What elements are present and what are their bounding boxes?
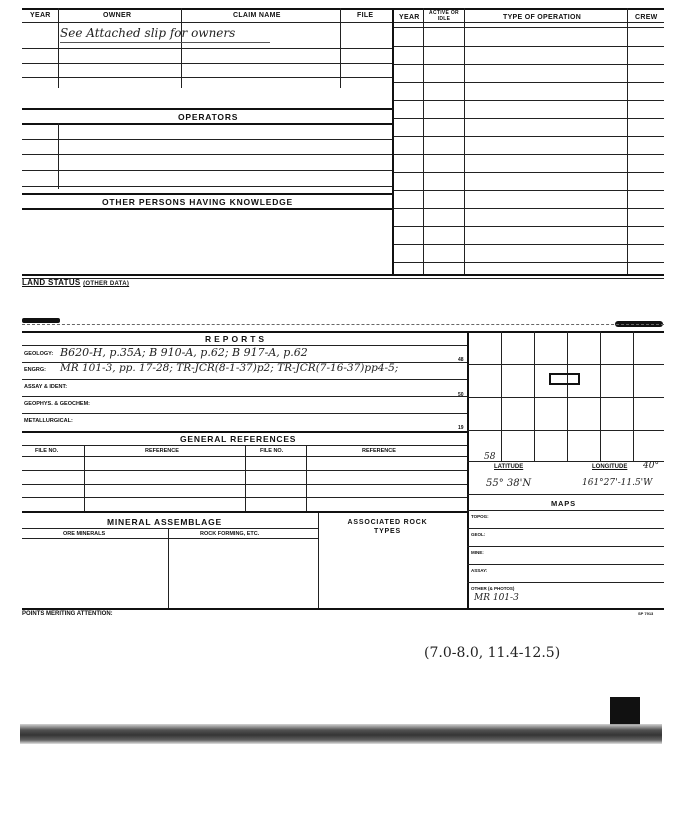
other-photos-value: MR 101-3	[474, 593, 519, 603]
longitude-value: 161°27'-11.5'W	[582, 478, 653, 488]
ref-file-no-header-2: FILE NO.	[260, 448, 284, 454]
row-number-50: 50	[458, 392, 464, 398]
location-marker	[549, 373, 580, 385]
other-photos-label: OTHER (& PHOTOS)	[471, 586, 515, 591]
scan-artifact-band	[20, 724, 662, 744]
ref-reference-header-2: REFERENCE	[362, 448, 396, 454]
engrg-value: MR 101-3, pp. 17-28; TR-JCR(8-1-37)p2; TR-JCR(7-16-37)pp4-5;	[60, 362, 399, 374]
ref-file-no-header: FILE NO.	[35, 448, 59, 454]
coordinates-note: (7.0-8.0, 11.4-12.5)	[424, 645, 561, 661]
col-header-crew: CREW	[635, 14, 658, 21]
longitude-note: 40°	[643, 461, 659, 471]
geol-label: GEOL:	[471, 532, 486, 537]
associated-rock-types-header: ASSOCIATED ROCK TYPES	[347, 519, 428, 535]
latitude-value: 55° 38'N	[486, 478, 532, 489]
col-header-claim-name: CLAIM NAME	[233, 12, 281, 19]
geology-label: GEOLOGY:	[24, 351, 54, 357]
points-meriting-attention: POINTS MERITING ATTENTION:	[22, 611, 113, 617]
rock-forming-header: ROCK FORMING, ETC.	[200, 531, 260, 537]
land-status-title	[22, 278, 129, 287]
form-number: SP 7913	[638, 611, 654, 616]
ore-minerals-header: ORE MINERALS	[63, 531, 106, 537]
assay-label: ASSAY:	[471, 568, 488, 573]
maps-title: MAPS	[551, 499, 576, 508]
latitude-label: LATITUDE	[494, 464, 524, 470]
row-number-19: 19	[458, 425, 464, 431]
col-header-year-2: YEAR	[399, 14, 420, 21]
general-references-title: GENERAL REFERENCES	[180, 434, 297, 444]
assay-ident-label: ASSAY & IDENT:	[24, 384, 68, 390]
mine-label: MINE:	[471, 550, 484, 555]
other-persons-title: OTHER PERSONS HAVING KNOWLEDGE	[102, 197, 294, 207]
geology-value: B620-H, p.35A; B 910-A, p.62; B 917-A, p.62	[60, 346, 308, 359]
col-header-year: YEAR	[30, 12, 51, 19]
metallurgical-label: METALLURGICAL:	[24, 418, 73, 424]
operators-title: OPERATORS	[178, 112, 239, 122]
geophys-label: GEOPHYS. & GEOCHEM:	[24, 401, 91, 407]
ref-reference-header: REFERENCE	[145, 448, 179, 454]
col-header-owner: OWNER	[103, 12, 132, 19]
mineral-assemblage-title: MINERAL ASSEMBLAGE	[107, 517, 222, 527]
col-header-type-of-operation: TYPE OF OPERATION	[503, 14, 582, 21]
topog-label: TOPOG:	[471, 514, 489, 519]
land-status-label: LAND STATUS	[22, 278, 81, 287]
col-header-file: FILE	[357, 12, 374, 19]
longitude-label: LONGITUDE	[592, 464, 628, 470]
owner-entry: See Attached slip for owners	[60, 26, 236, 40]
col-header-active-or-idle: ACTIVE OR IDLE	[429, 10, 459, 22]
land-status-subtitle: (OTHER DATA)	[83, 281, 130, 287]
grid-number: 58	[484, 452, 496, 462]
engrg-label: ENGRG:	[24, 367, 46, 373]
reports-title: REPORTS	[205, 334, 268, 344]
row-number-48: 48	[458, 357, 464, 363]
